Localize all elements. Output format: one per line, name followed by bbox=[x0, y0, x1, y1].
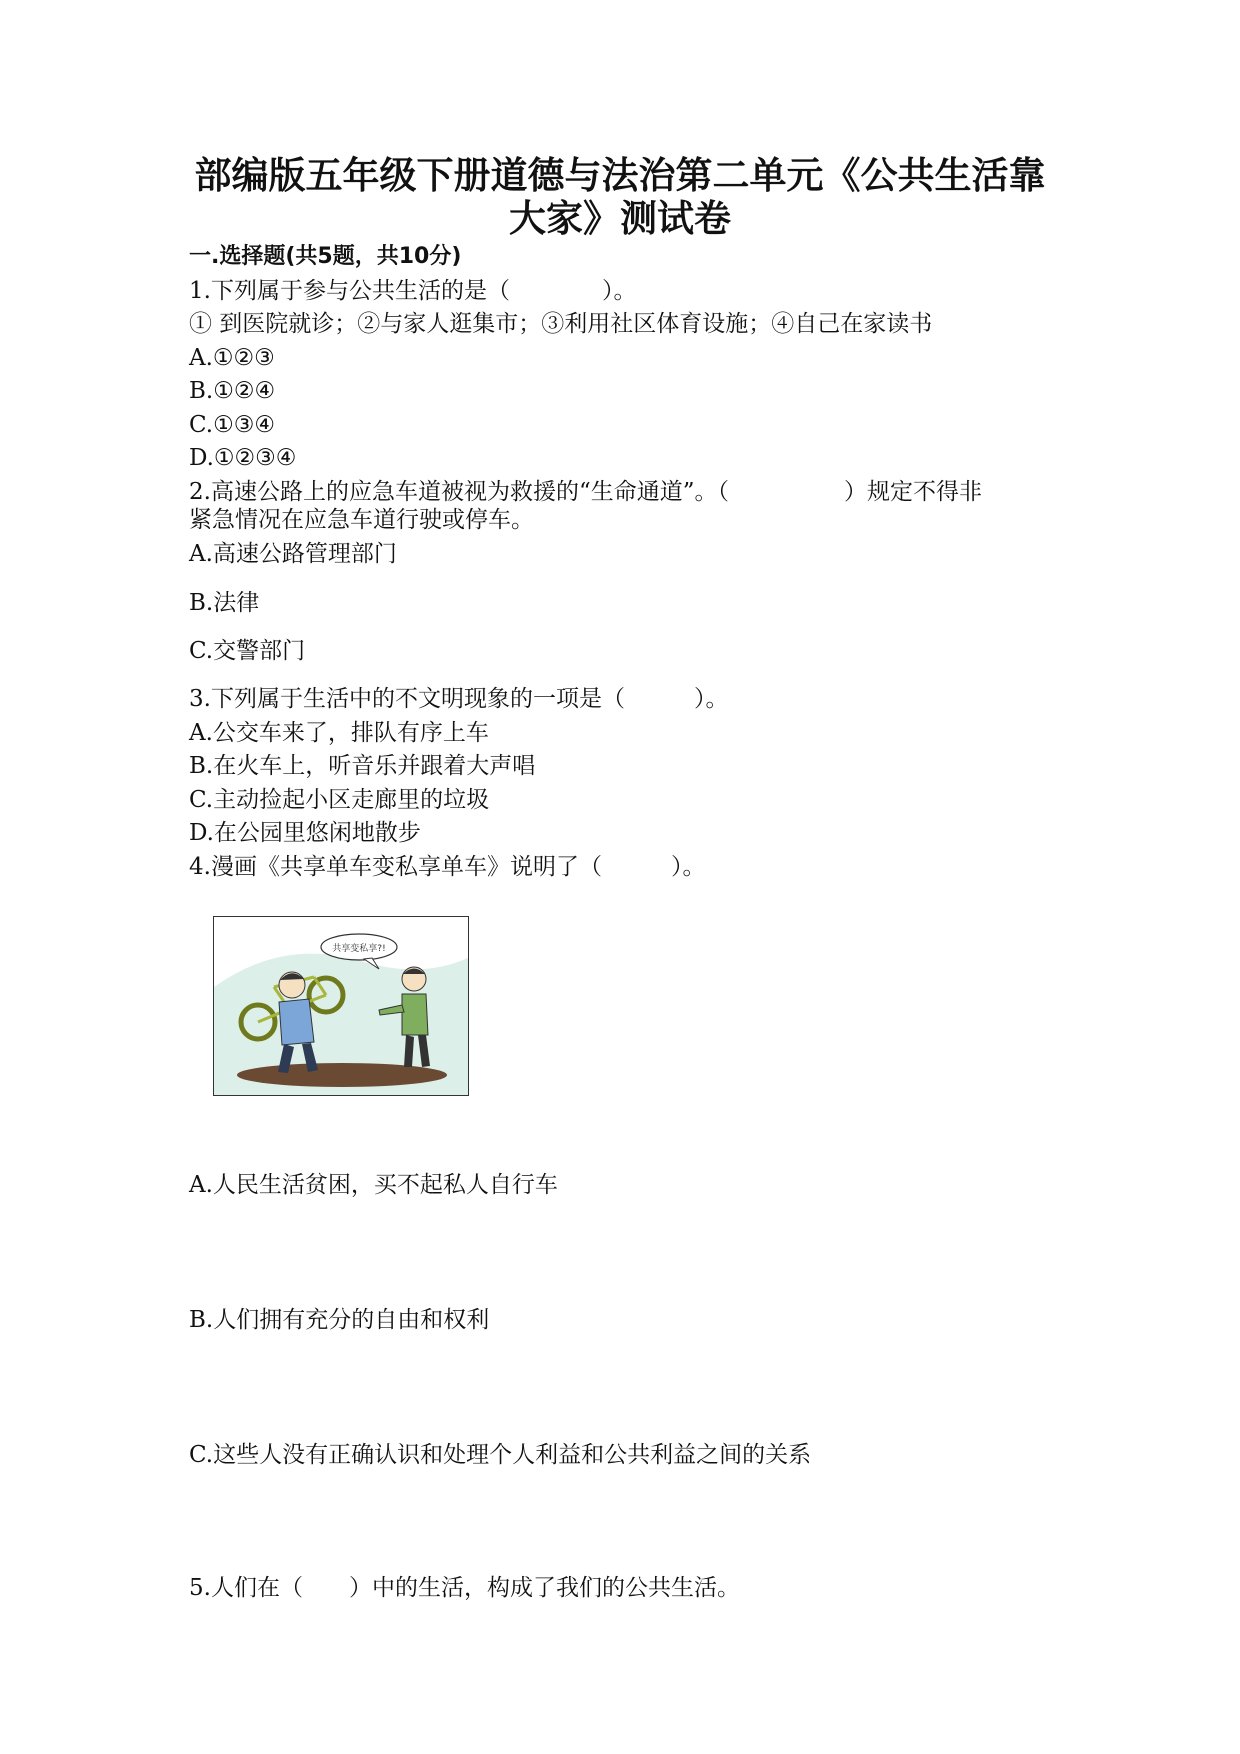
question-3-option-a: A.公交车来了，排队有序上车 bbox=[189, 720, 489, 746]
cartoon-speech-bubble: 共享变私享?! bbox=[332, 944, 386, 954]
page-title-line-1: 部编版五年级下册道德与法治第二单元《公共生活靠 bbox=[194, 154, 1046, 197]
question-4-stem: 4.漫画《共享单车变私享单车》说明了（ ）。 bbox=[189, 854, 706, 880]
question-1-option-a: A.①②③ bbox=[189, 345, 275, 371]
question-1-option-c: C.①③④ bbox=[189, 412, 275, 438]
question-1-option-b: B.①②④ bbox=[189, 378, 276, 404]
cartoon-illustration bbox=[213, 916, 469, 1096]
question-3-option-b: B.在火车上，听音乐并跟着大声唱 bbox=[189, 753, 536, 779]
question-2-stem-line-2: 紧急情况在应急车道行驶或停车。 bbox=[189, 507, 534, 533]
page-title-line-2: 大家》测试卷 bbox=[509, 197, 731, 240]
question-2-stem-line-1: 2.高速公路上的应急车道被视为救援的“生命通道”。（ ）规定不得非 bbox=[189, 479, 982, 505]
question-2-option-b: B.法律 bbox=[189, 590, 260, 616]
question-2-option-a: A.高速公路管理部门 bbox=[189, 541, 397, 567]
question-1-option-d: D.①②③④ bbox=[189, 445, 297, 471]
question-1-stem: 1.下列属于参与公共生活的是（ ）。 bbox=[189, 278, 637, 304]
question-3-option-d: D.在公园里悠闲地散步 bbox=[189, 820, 421, 846]
question-4-option-b: B.人们拥有充分的自由和权利 bbox=[189, 1307, 490, 1333]
question-2-option-c: C.交警部门 bbox=[189, 638, 306, 664]
question-4-option-c: C.这些人没有正确认识和处理个人利益和公共利益之间的关系 bbox=[189, 1442, 812, 1468]
question-4-option-a: A.人民生活贫困，买不起私人自行车 bbox=[189, 1172, 558, 1198]
question-5-stem: 5.人们在（ ）中的生活，构成了我们的公共生活。 bbox=[189, 1575, 740, 1601]
question-3-stem: 3.下列属于生活中的不文明现象的一项是（ ）。 bbox=[189, 686, 729, 712]
question-1-statement: ① 到医院就诊；②与家人逛集市；③利用社区体育设施；④自己在家读书 bbox=[189, 311, 933, 337]
section-heading: 一.选择题(共5题，共10分) bbox=[189, 244, 462, 269]
question-3-option-c: C.主动捡起小区走廊里的垃圾 bbox=[189, 787, 490, 813]
